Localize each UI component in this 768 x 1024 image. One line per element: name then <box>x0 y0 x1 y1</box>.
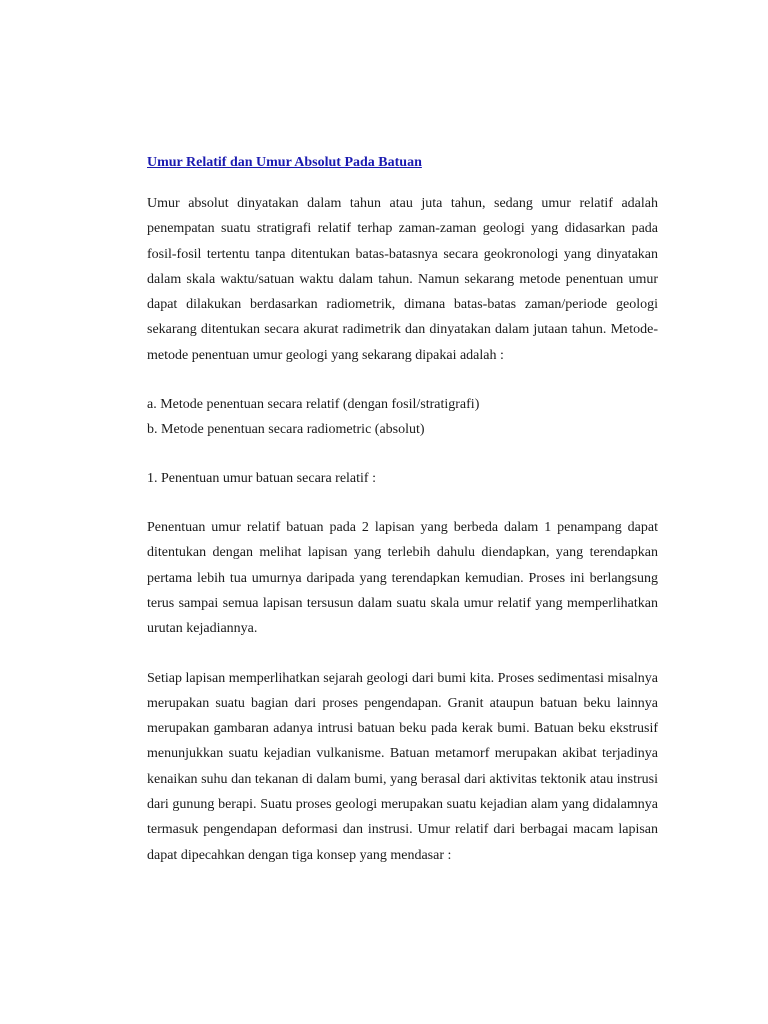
document-page <box>147 150 658 892</box>
paragraph-geologic-history: Setiap lapisan memperlihatkan sejarah geologi dari bumi kita. Proses sedimentasi misalnya merupakan suatu bagian dari proses pengendapan. Granit ataupun batuan beku lainnya merupakan gambaran adanya intrusi batuan beku pada kerak bumi. Batuan beku ekstrusif menunjukkan suatu kejadian vulkanisme. Batuan metamorf merupakan akibat terjadinya kenaikan suhu dan tekanan di dalam bumi, yang berasal dari aktivitas tektonik atau instrusi dari gunung berapi. Suatu proses geologi merupakan suatu kejadian alam yang didalamnya termasuk pengendapan deformasi dan instrusi. Umur relatif dari berbagai macam lapisan dapat dipecahkan dengan tiga konsep yang mendasar : <box>147 670 658 863</box>
paragraph-relative-dating: Penentuan umur relatif batuan pada 2 lapisan yang berbeda dalam 1 penampang dapat ditentukan dengan melihat lapisan yang terlebih dahulu diendapkan, yang terendapkan pertama lebih tua umurnya daripada yang terendapkan kemudian. Proses ini berlangsung terus sampai semua lapisan tersusun dalam suatu skala umur relatif yang memperlihatkan urutan kejadiannya. <box>147 520 658 637</box>
document-title-link[interactable]: Umur Relatif dan Umur Absolut Pada Batuan <box>147 155 422 170</box>
intro-paragraph: Umur absolut dinyatakan dalam tahun atau juta tahun, sedang umur relatif adalah penempatan suatu stratigrafi relatif terhap zaman-zaman geologi yang didasarkan pada fosil-fosil tertentu tanpa ditentukan batas-batasnya secara geokronologi yang dinyatakan dalam skala waktu/satuan waktu dalam tahun. Namun sekarang metode penentuan umur dapat dilakukan berdasarkan radiometrik, dimana batas-batas zaman/periode geologi sekarang ditentukan secara akurat radimetrik dan dinyatakan dalam jutaan tahun. Metode-metode penentuan umur geologi yang sekarang dipakai adalah : <box>147 196 658 363</box>
method-item-b: b. Metode penentuan secara radiometric (absolut) <box>147 422 425 438</box>
methods-list <box>147 392 658 442</box>
method-item-a: a. Metode penentuan secara relatif (dengan fosil/stratigrafi) <box>147 397 480 413</box>
section-heading: 1. Penentuan umur batuan secara relatif : <box>147 471 376 487</box>
